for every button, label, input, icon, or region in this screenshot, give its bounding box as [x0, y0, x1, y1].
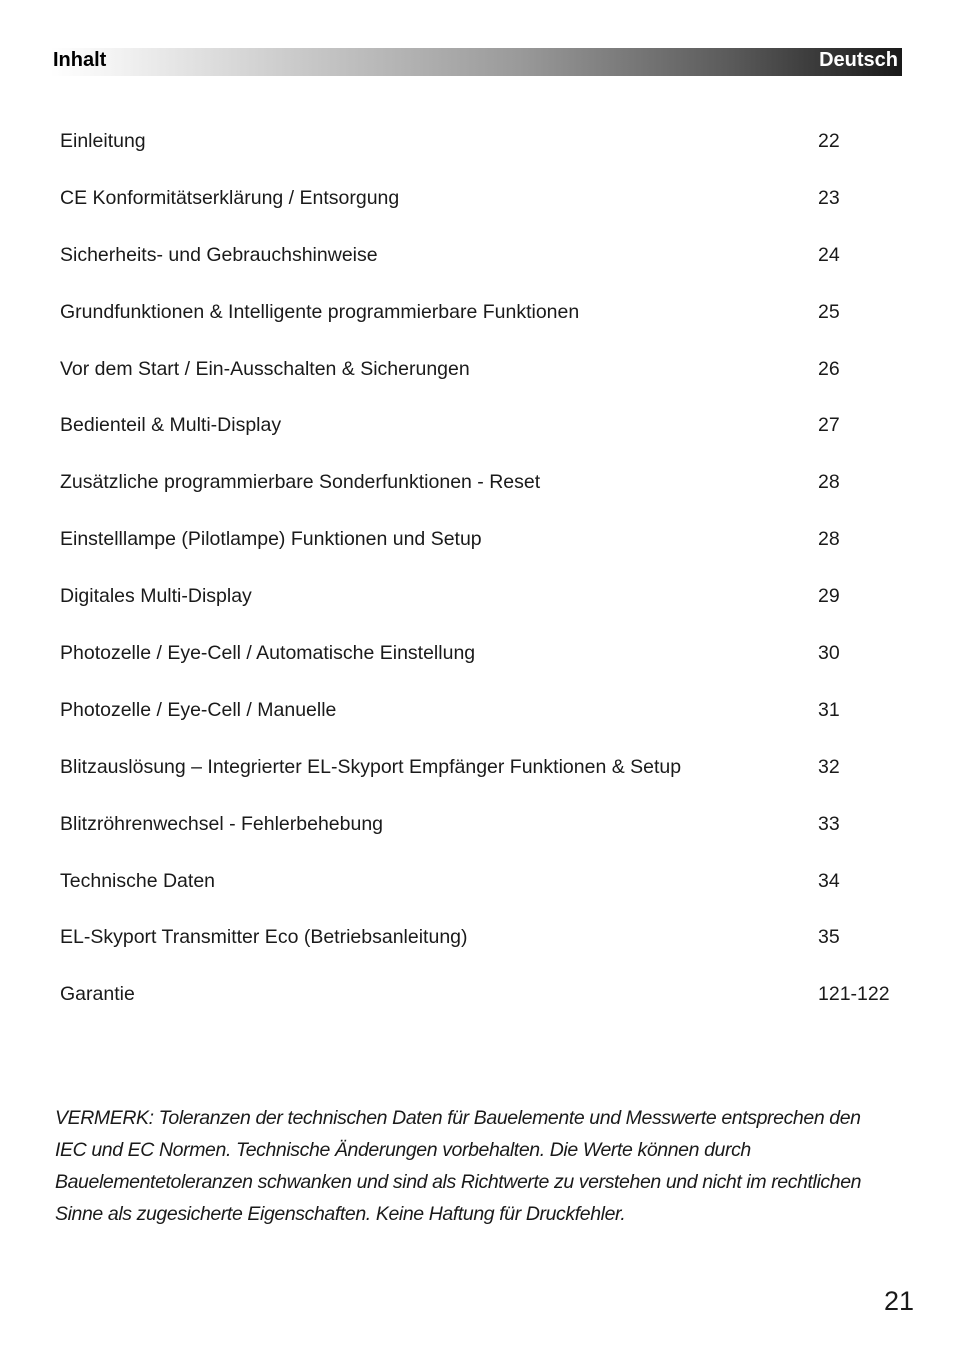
page-number: 21: [884, 1286, 915, 1316]
toc-entry-title: CE Konformitätserklärung / Entsorgung: [60, 186, 400, 209]
toc-entry[interactable]: [60, 463, 910, 520]
toc-entry[interactable]: [60, 691, 910, 748]
toc-entry-page: 121-122: [818, 983, 890, 1006]
toc-entry-title: Photozelle / Eye-Cell / Automatische Einstellung: [60, 642, 476, 665]
toc-entry[interactable]: [60, 520, 910, 577]
toc-entry[interactable]: [60, 975, 910, 1032]
toc-entry-page: 35: [818, 926, 840, 949]
toc-entry-page: 31: [818, 698, 840, 721]
language-label: Deutsch: [819, 49, 898, 71]
toc-entry-page: 28: [818, 471, 840, 494]
toc-entry-page: 34: [818, 869, 840, 892]
toc-entry-title: Garantie: [60, 983, 135, 1006]
toc-entry-page: 26: [818, 357, 840, 380]
toc-entry[interactable]: [60, 748, 910, 805]
toc-entry[interactable]: [60, 236, 910, 293]
toc-entry-title: Einleitung: [60, 130, 146, 152]
toc-entry[interactable]: [60, 918, 910, 975]
toc-entry-page: 22: [818, 130, 840, 152]
toc-entry-page: 27: [818, 414, 840, 437]
toc-entry-title: Digitales Multi-Display: [60, 585, 252, 608]
toc-entry-title: Photozelle / Eye-Cell / Manuelle: [60, 698, 337, 721]
toc-entry-title: Grundfunktionen & Intelligente programmierbare Funktionen: [60, 300, 580, 323]
toc-entry[interactable]: [60, 805, 910, 862]
toc-entry-title: Vor dem Start / Ein-Ausschalten & Sicherungen: [60, 357, 470, 380]
toc-entry-title: Blitzauslösung – Integrierter EL-Skyport Empfänger Funktionen & Setup: [60, 755, 682, 778]
toc-entry-page: 33: [818, 812, 840, 835]
toc-entry-page: 29: [818, 585, 840, 608]
toc-entry-title: Zusätzliche programmierbare Sonderfunktionen - Reset: [60, 471, 541, 494]
toc-entry[interactable]: [60, 862, 910, 919]
toc-entry-title: Sicherheits- und Gebrauchshinweise: [60, 243, 378, 266]
toc-entry-page: 24: [818, 243, 840, 266]
toc-entry-title: Technische Daten: [60, 869, 216, 892]
toc-entry[interactable]: [60, 293, 910, 350]
toc-entry-title: Blitzröhrenwechsel - Fehlerbehebung: [60, 812, 384, 835]
header-bar: [50, 48, 902, 76]
toc-entry[interactable]: [60, 406, 910, 463]
toc-entry[interactable]: [60, 350, 910, 407]
toc-entry-page: 28: [818, 528, 840, 551]
toc-entry-title: Einstelllampe (Pilotlampe) Funktionen und Setup: [60, 528, 482, 551]
toc-entry-page: 32: [818, 755, 840, 778]
toc-entry-page: 30: [818, 642, 840, 665]
toc-entry-page: 25: [818, 300, 840, 323]
toc-entry[interactable]: [60, 122, 910, 179]
toc-entry[interactable]: [60, 577, 910, 634]
toc-entry-title: Bedienteil & Multi-Display: [60, 414, 282, 437]
section-title: Inhalt: [53, 49, 107, 71]
toc-entry-title: EL-Skyport Transmitter Eco (Betriebsanleitung): [60, 926, 468, 949]
toc-entry-page: 23: [818, 186, 840, 209]
toc-entry[interactable]: [60, 634, 910, 691]
disclaimer-note: VERMERK: Toleranzen der technischen Daten für Bauelemente und Messwerte entsprechen den IEC und EC Normen. Technische Änderungen vorbehalten. Die Werte können durch Bauelementetoleranzen schwanken und sind als Richtwerte zu verstehen und nicht im rechtlichen Sinne als zugesicherte Eigenschaften. Keine Haftung für Druckfehler.: [55, 1106, 862, 1225]
toc-entry[interactable]: [60, 179, 910, 236]
table-of-contents: [60, 122, 910, 1032]
